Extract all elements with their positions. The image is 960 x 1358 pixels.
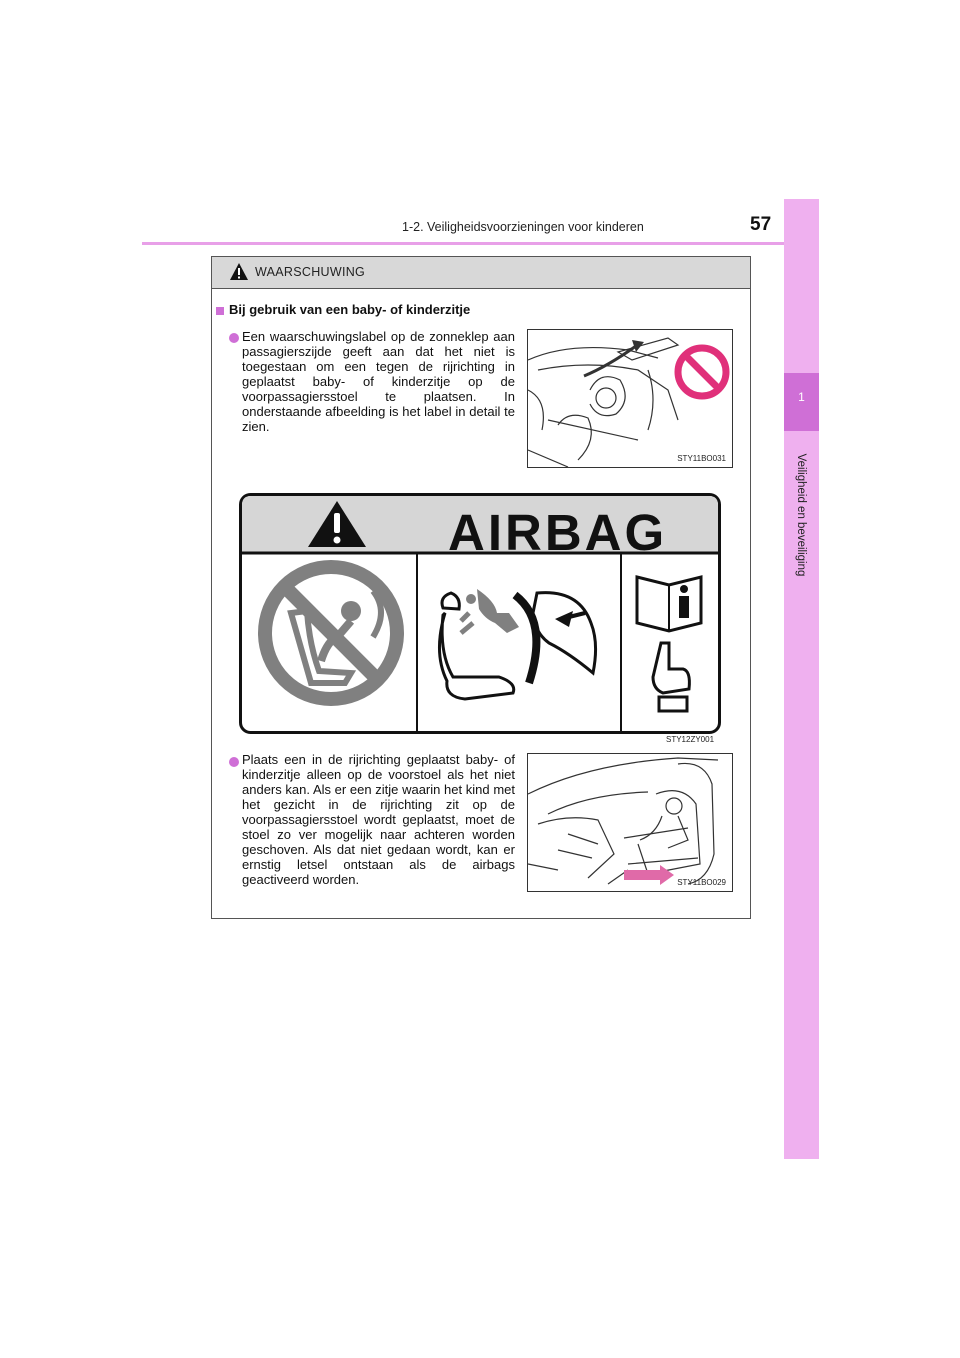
warning-paragraph-2: Plaats een in de rijrichting geplaatst baby- of kinderzitje alleen op de voorstoel als het niet anders kan. Als er een zitje waarin het kind met het gezicht in de rijrichting zit op de voorpassagiersstoel wordt geplaatst, moet de stoel zo ver mogelijk naar achteren worden geschoven. Als dat niet gedaan wordt, kan er ernstig letsel ontstaan als de airbags geactiveerd worden. (242, 752, 515, 887)
sun-visor-figure (527, 329, 733, 468)
subheading-square-icon (216, 307, 224, 315)
chapter-side-tab (784, 199, 819, 1159)
child-seat-illustration (528, 754, 732, 891)
warning-triangle-icon (229, 262, 249, 281)
figure-code: STY11BO029 (677, 878, 726, 887)
bullet-icon (229, 757, 239, 767)
chapter-label: Veiligheid en beveiliging (795, 453, 807, 577)
warning-header (212, 257, 750, 289)
subheading: Bij gebruik van een baby- of kinderzitje (229, 302, 471, 317)
header-divider (142, 242, 818, 245)
forward-facing-seat-figure (527, 753, 733, 892)
chapter-number: 1 (798, 390, 805, 404)
warning-title: WAARSCHUWING (255, 265, 366, 279)
figure-code: STY12ZY001 (666, 735, 715, 744)
sun-visor-illustration (528, 330, 732, 467)
warning-box (211, 256, 751, 919)
page-number: 57 (750, 214, 772, 235)
section-title: 1-2. Veiligheidsvoorzieningen voor kinderen (402, 220, 644, 234)
bullet-icon (229, 333, 239, 343)
airbag-label-heading: AIRBAG (448, 504, 668, 561)
warning-paragraph-1: Een waarschuwingslabel op de zonneklep aan passagierszijde geeft aan dat het niet is toegestaan om een tegen de rijrichting in geplaatst baby- of kinderzitje op de voorpassagiersstoel te plaatsen. In onderstaande afbeelding is het label in detail te zien. (242, 329, 515, 434)
figure-code: STY11BO031 (677, 454, 726, 463)
